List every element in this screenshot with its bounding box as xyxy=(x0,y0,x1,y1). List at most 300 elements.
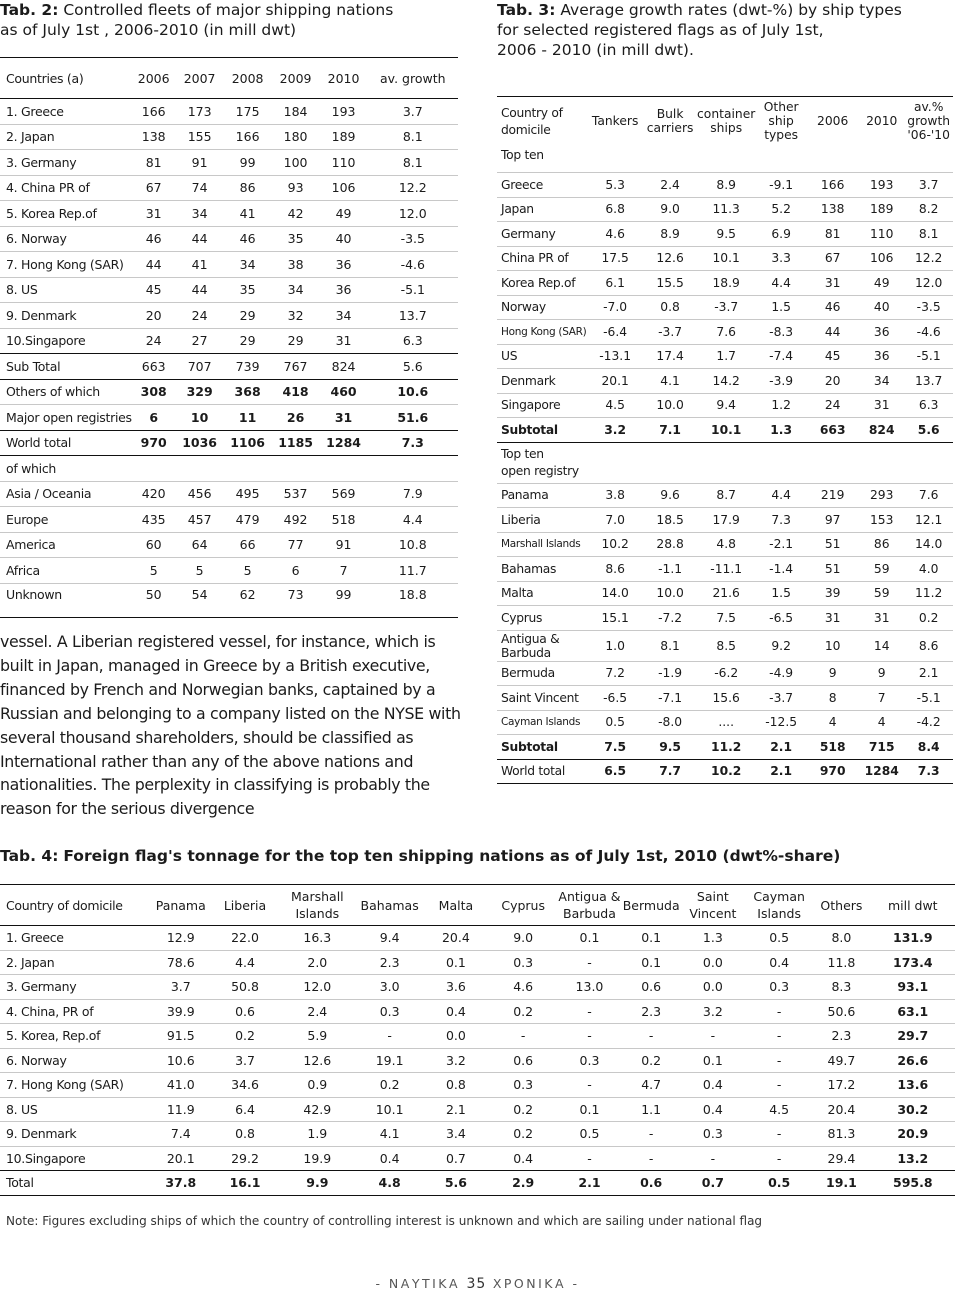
table-cell: 329 xyxy=(176,379,224,405)
table-cell: 93.1 xyxy=(871,975,955,1000)
table-cell: -6.5 xyxy=(586,686,643,711)
table-cell: 2.1 xyxy=(756,735,806,760)
table-cell xyxy=(224,456,272,482)
row-label: of which xyxy=(0,456,132,482)
table-cell: 1284 xyxy=(859,759,904,784)
table-cell: 4.4 xyxy=(756,271,806,296)
table-cell: - xyxy=(746,1048,812,1073)
table-row xyxy=(497,295,953,320)
row-label: Korea Rep.of xyxy=(497,271,586,296)
table-cell: 1.9 xyxy=(277,1122,357,1147)
table-cell: 60 xyxy=(132,532,176,558)
table-cell: 8.2 xyxy=(904,197,953,222)
table-cell: 0.4 xyxy=(746,950,812,975)
table-cell: 59 xyxy=(859,557,904,582)
table-cell: 66 xyxy=(224,532,272,558)
row-label: 2. Japan xyxy=(0,124,132,150)
table-cell: 12.0 xyxy=(904,271,953,296)
table-row xyxy=(0,975,955,1000)
table-cell: -4.2 xyxy=(904,710,953,735)
table-cell: 0.5 xyxy=(556,1122,622,1147)
table-cell: 26.6 xyxy=(871,1048,955,1073)
table-row xyxy=(0,226,458,252)
table-cell: 29.4 xyxy=(812,1146,870,1171)
table-cell: 39 xyxy=(806,581,859,606)
table-row xyxy=(497,532,953,557)
table-cell: -1.1 xyxy=(644,557,697,582)
table-cell: 51 xyxy=(806,557,859,582)
table-row xyxy=(497,145,953,173)
row-label: Cayman Islands xyxy=(497,710,586,735)
table-cell: 5 xyxy=(224,558,272,584)
table-row xyxy=(497,483,953,508)
table-cell: 12.6 xyxy=(644,246,697,271)
table-cell: 15.5 xyxy=(644,271,697,296)
table-cell: 50.8 xyxy=(213,975,277,1000)
row-label: 6. Norway xyxy=(0,226,132,252)
table-cell: 11.7 xyxy=(368,558,458,584)
table-row xyxy=(0,252,458,278)
table-cell: 4.4 xyxy=(756,483,806,508)
table-cell: 0.3 xyxy=(680,1122,746,1147)
table-cell: 8 xyxy=(806,686,859,711)
table-cell: 1.0 xyxy=(586,630,643,661)
table-cell: 54 xyxy=(176,583,224,617)
table-row xyxy=(0,950,955,975)
table-cell: 64 xyxy=(176,532,224,558)
table-row xyxy=(0,175,458,201)
table-cell: 8.6 xyxy=(586,557,643,582)
table-cell: 10.1 xyxy=(358,1097,422,1122)
table-cell: 2010 xyxy=(320,58,368,99)
table-cell: 100 xyxy=(272,150,320,176)
row-label: 8. US xyxy=(0,277,132,303)
table-row xyxy=(0,1171,955,1196)
table-row xyxy=(0,328,458,354)
table-cell: 4.4 xyxy=(213,950,277,975)
table-cell: - xyxy=(623,1024,680,1049)
table-cell: 166 xyxy=(132,99,176,125)
table-row xyxy=(0,354,458,380)
table-cell: 0.1 xyxy=(623,950,680,975)
table-cell: 7.5 xyxy=(586,735,643,760)
table-cell: 138 xyxy=(132,124,176,150)
table-cell: - xyxy=(680,1146,746,1171)
table-cell: 34 xyxy=(176,201,224,227)
table-row xyxy=(497,661,953,686)
row-label: Top ten open registry xyxy=(497,442,953,483)
table-cell: 50 xyxy=(132,583,176,617)
table-cell: 42 xyxy=(272,201,320,227)
page-number: 35 xyxy=(466,1276,487,1292)
table-cell: 2009 xyxy=(272,58,320,99)
table-cell: -9.1 xyxy=(756,173,806,198)
table-cell: -5.1 xyxy=(368,277,458,303)
table-row xyxy=(497,735,953,760)
table-cell: 0.6 xyxy=(623,1171,680,1196)
table-cell: 435 xyxy=(132,507,176,533)
table-row xyxy=(497,710,953,735)
table-cell: 91 xyxy=(176,150,224,176)
table-cell: 6.9 xyxy=(756,222,806,247)
row-label: Country of domicile xyxy=(0,885,149,926)
row-label: 9. Denmark xyxy=(0,303,132,329)
table-cell: 166 xyxy=(224,124,272,150)
table-cell: 20 xyxy=(806,369,859,394)
table-cell: 8.1 xyxy=(368,124,458,150)
tab4-title: Tab. 4: Foreign flag's tonnage for the top ten shipping nations as of July 1st, 2010 (dwt%-share) xyxy=(0,847,841,865)
table-cell: 173 xyxy=(176,99,224,125)
table-row xyxy=(0,1048,955,1073)
row-label: Bahamas xyxy=(497,557,586,582)
table-cell: 6.4 xyxy=(213,1097,277,1122)
table-cell: 44 xyxy=(132,252,176,278)
table-cell: 73 xyxy=(272,583,320,617)
table-cell: 46 xyxy=(806,295,859,320)
table-cell: 8.5 xyxy=(696,630,756,661)
table-cell: 24 xyxy=(806,393,859,418)
table-row xyxy=(0,430,458,456)
table-cell: 193 xyxy=(859,173,904,198)
table-cell: 62 xyxy=(224,583,272,617)
table-cell: 12.9 xyxy=(149,926,213,951)
table-cell: 45 xyxy=(806,344,859,369)
table-cell: 1.5 xyxy=(756,295,806,320)
row-label: 2. Japan xyxy=(0,950,149,975)
table-cell: 420 xyxy=(132,481,176,507)
row-label: 7. Hong Kong (SAR) xyxy=(0,252,132,278)
table-cell: 51.6 xyxy=(368,405,458,431)
table-cell: -6.5 xyxy=(756,606,806,631)
table-cell: 31 xyxy=(806,271,859,296)
table-cell: 36 xyxy=(859,320,904,345)
table-cell: 4.7 xyxy=(623,1073,680,1098)
table-row xyxy=(497,97,953,146)
table-row xyxy=(0,58,458,99)
table-cell: 131.9 xyxy=(871,926,955,951)
row-label: Country of domicile xyxy=(497,97,586,146)
table-cell: 2010 xyxy=(859,97,904,146)
row-label: Subtotal xyxy=(497,418,586,443)
table-cell: 13.7 xyxy=(904,369,953,394)
table-cell: 9.4 xyxy=(696,393,756,418)
table-cell: 1106 xyxy=(224,430,272,456)
table-cell: 518 xyxy=(806,735,859,760)
table-cell: 7.3 xyxy=(904,759,953,784)
table-cell: 41 xyxy=(176,252,224,278)
table-cell: -8.3 xyxy=(756,320,806,345)
table-cell: 7.1 xyxy=(644,418,697,443)
table-cell: 0.0 xyxy=(680,975,746,1000)
table-cell: 308 xyxy=(132,379,176,405)
row-label: 3. Germany xyxy=(0,150,132,176)
table-row xyxy=(0,303,458,329)
table-cell: 2.1 xyxy=(422,1097,490,1122)
table-cell: 3.7 xyxy=(149,975,213,1000)
table-cell: 35 xyxy=(272,226,320,252)
table-cell: 4.8 xyxy=(358,1171,422,1196)
row-label: 1. Greece xyxy=(0,926,149,951)
row-label: World total xyxy=(497,759,586,784)
row-label: 5. Korea Rep.of xyxy=(0,201,132,227)
table-cell: 715 xyxy=(859,735,904,760)
table-cell: 9.5 xyxy=(696,222,756,247)
table-cell: 29 xyxy=(272,328,320,354)
table-cell: 49 xyxy=(320,201,368,227)
table-row xyxy=(0,1073,955,1098)
table-cell: 4 xyxy=(806,710,859,735)
table-cell: 35 xyxy=(224,277,272,303)
table-cell: 418 xyxy=(272,379,320,405)
table-cell: 13.7 xyxy=(368,303,458,329)
table-cell: 10 xyxy=(806,630,859,661)
table-cell: 67 xyxy=(132,175,176,201)
table-cell: 0.2 xyxy=(490,999,556,1024)
table-cell: 31 xyxy=(859,393,904,418)
table-cell: 86 xyxy=(224,175,272,201)
table-cell: 13.6 xyxy=(871,1073,955,1098)
table-cell: 0.2 xyxy=(213,1024,277,1049)
table-cell: 10.6 xyxy=(149,1048,213,1073)
table-cell: 0.3 xyxy=(556,1048,622,1073)
table-row xyxy=(497,630,953,661)
table-row xyxy=(0,1024,955,1049)
table-cell: 14.0 xyxy=(586,581,643,606)
table-cell: 10.6 xyxy=(368,379,458,405)
row-label: 1. Greece xyxy=(0,99,132,125)
tab2-title: Tab. 2: Controlled fleets of major shipping nations as of July 1st , 2006-2010 (in mill dwt) xyxy=(0,1,394,39)
table-row xyxy=(497,759,953,784)
table-cell: 2006 xyxy=(132,58,176,99)
table-cell: Marshall Islands xyxy=(277,885,357,926)
table-cell: 78.6 xyxy=(149,950,213,975)
table-cell: 7.5 xyxy=(696,606,756,631)
table-cell: 17.9 xyxy=(696,508,756,533)
table-cell: -4.9 xyxy=(756,661,806,686)
table-row xyxy=(497,197,953,222)
table-cell: 5 xyxy=(132,558,176,584)
table-cell: 91.5 xyxy=(149,1024,213,1049)
table-cell: 17.2 xyxy=(812,1073,870,1098)
row-label: America xyxy=(0,532,132,558)
table-cell: 24 xyxy=(132,328,176,354)
table-cell: 1036 xyxy=(176,430,224,456)
table-row xyxy=(497,222,953,247)
table-row xyxy=(497,393,953,418)
table-cell: 8.3 xyxy=(812,975,870,1000)
table-cell: 0.7 xyxy=(680,1171,746,1196)
row-label: Denmark xyxy=(497,369,586,394)
table-cell: 0.4 xyxy=(422,999,490,1024)
table-cell: 1.5 xyxy=(756,581,806,606)
table-cell: 29 xyxy=(224,303,272,329)
table-cell: 8.1 xyxy=(904,222,953,247)
table-cell: - xyxy=(556,999,622,1024)
table-cell: 9.0 xyxy=(644,197,697,222)
row-label: Sub Total xyxy=(0,354,132,380)
row-label: 4. China, PR of xyxy=(0,999,149,1024)
row-label: Total xyxy=(0,1171,149,1196)
tab2-table xyxy=(0,57,458,618)
table-cell: 12.6 xyxy=(277,1048,357,1073)
table-cell: 7.3 xyxy=(368,430,458,456)
table-cell: 7 xyxy=(320,558,368,584)
table-cell: 20.1 xyxy=(149,1146,213,1171)
table-cell: 368 xyxy=(224,379,272,405)
table-cell: 34 xyxy=(320,303,368,329)
row-label: World total xyxy=(0,430,132,456)
table-cell: -11.1 xyxy=(696,557,756,582)
table-cell: 44 xyxy=(176,226,224,252)
row-label: China PR of xyxy=(497,246,586,271)
table-cell: - xyxy=(746,1146,812,1171)
table-cell: 41.0 xyxy=(149,1073,213,1098)
row-label: Panama xyxy=(497,483,586,508)
table-cell: 14.0 xyxy=(904,532,953,557)
table-cell: - xyxy=(746,1122,812,1147)
row-label: Norway xyxy=(497,295,586,320)
table-cell: 12.0 xyxy=(277,975,357,1000)
tab3-table xyxy=(497,96,953,784)
table-row xyxy=(0,277,458,303)
table-cell: 1.7 xyxy=(696,344,756,369)
table-cell: 0.5 xyxy=(746,1171,812,1196)
table-cell: 34 xyxy=(224,252,272,278)
table-row xyxy=(497,442,953,483)
table-cell: 5.3 xyxy=(586,173,643,198)
table-cell: .... xyxy=(696,710,756,735)
table-cell: 12.1 xyxy=(904,508,953,533)
table-cell: -6.2 xyxy=(696,661,756,686)
table-cell: 1.2 xyxy=(756,393,806,418)
table-row xyxy=(497,173,953,198)
table-cell: 3.8 xyxy=(586,483,643,508)
table-cell: - xyxy=(556,950,622,975)
table-cell xyxy=(176,456,224,482)
table-cell: 3.2 xyxy=(680,999,746,1024)
table-cell: 5.6 xyxy=(422,1171,490,1196)
table-cell: 5.6 xyxy=(368,354,458,380)
table-cell: 707 xyxy=(176,354,224,380)
table-cell: 17.4 xyxy=(644,344,697,369)
table-cell: 0.2 xyxy=(490,1122,556,1147)
table-cell: 0.2 xyxy=(623,1048,680,1073)
table-cell: av. growth xyxy=(368,58,458,99)
table-cell: 1.3 xyxy=(680,926,746,951)
table-cell: 0.4 xyxy=(680,1097,746,1122)
table-cell: -4.6 xyxy=(368,252,458,278)
table-cell: 824 xyxy=(859,418,904,443)
table-row xyxy=(0,885,955,926)
table-cell: -6.4 xyxy=(586,320,643,345)
table-cell: 31 xyxy=(859,606,904,631)
table-cell: 34.6 xyxy=(213,1073,277,1098)
table-cell: 46 xyxy=(224,226,272,252)
table-cell: 2.3 xyxy=(812,1024,870,1049)
table-cell: 12.0 xyxy=(368,201,458,227)
table-cell: Bahamas xyxy=(358,885,422,926)
table-cell: -7.1 xyxy=(644,686,697,711)
table-cell: - xyxy=(746,1073,812,1098)
table-cell xyxy=(368,456,458,482)
table-cell: 93 xyxy=(272,175,320,201)
table-cell: 11.9 xyxy=(149,1097,213,1122)
table-cell: 41 xyxy=(224,201,272,227)
table-cell: 2007 xyxy=(176,58,224,99)
table-cell: -3.7 xyxy=(644,320,697,345)
table-cell: 11 xyxy=(224,405,272,431)
table-row xyxy=(0,558,458,584)
table-row xyxy=(0,1146,955,1171)
table-cell: 8.9 xyxy=(696,173,756,198)
table-row xyxy=(0,405,458,431)
table-cell: 7.3 xyxy=(756,508,806,533)
table-cell: 10.1 xyxy=(696,246,756,271)
table-cell: 2.0 xyxy=(277,950,357,975)
table-cell: 0.1 xyxy=(680,1048,746,1073)
table-cell: - xyxy=(556,1146,622,1171)
table-cell: 44 xyxy=(176,277,224,303)
row-label: 10.Singapore xyxy=(0,1146,149,1171)
table-cell: 518 xyxy=(320,507,368,533)
row-label: 8. US xyxy=(0,1097,149,1122)
table-cell: 38 xyxy=(272,252,320,278)
row-label: Japan xyxy=(497,197,586,222)
table-cell: 5 xyxy=(176,558,224,584)
table-row xyxy=(0,583,458,617)
table-cell: -3.5 xyxy=(368,226,458,252)
row-label: Antigua & Barbuda xyxy=(497,630,586,661)
table-cell: 2.1 xyxy=(556,1171,622,1196)
table-cell: 0.4 xyxy=(680,1073,746,1098)
table-cell: 7.4 xyxy=(149,1122,213,1147)
table-cell: 7.0 xyxy=(586,508,643,533)
table-cell: Malta xyxy=(422,885,490,926)
table-cell: 0.7 xyxy=(422,1146,490,1171)
table-cell: - xyxy=(358,1024,422,1049)
page-footer: - ΝΑΥΤΙΚΑ 35 ΧΡΟΝΙΚΑ - xyxy=(375,1276,580,1292)
table-cell: 970 xyxy=(132,430,176,456)
table-cell: 189 xyxy=(320,124,368,150)
table-cell: 0.8 xyxy=(422,1073,490,1098)
table-cell: 3.7 xyxy=(368,99,458,125)
table-cell: 28.8 xyxy=(644,532,697,557)
table-cell: 663 xyxy=(132,354,176,380)
table-cell: 824 xyxy=(320,354,368,380)
table-cell: 767 xyxy=(272,354,320,380)
table-cell: 11.2 xyxy=(696,735,756,760)
row-label: Germany xyxy=(497,222,586,247)
table-cell xyxy=(320,456,368,482)
table-row xyxy=(0,532,458,558)
table-cell: 36 xyxy=(859,344,904,369)
table-row xyxy=(497,418,953,443)
table-cell: 20.4 xyxy=(422,926,490,951)
table-cell: 739 xyxy=(224,354,272,380)
table-cell: 7.7 xyxy=(644,759,697,784)
table-cell: 0.1 xyxy=(422,950,490,975)
table-cell: 166 xyxy=(806,173,859,198)
table-cell: -7.4 xyxy=(756,344,806,369)
row-label: Cyprus xyxy=(497,606,586,631)
table-cell: av.% growth '06-'10 xyxy=(904,97,953,146)
table-cell: 22.0 xyxy=(213,926,277,951)
table-cell: 14 xyxy=(859,630,904,661)
table-cell: 19.1 xyxy=(358,1048,422,1073)
table-cell: 175 xyxy=(224,99,272,125)
table-cell: 11.8 xyxy=(812,950,870,975)
table-cell: 20.4 xyxy=(812,1097,870,1122)
